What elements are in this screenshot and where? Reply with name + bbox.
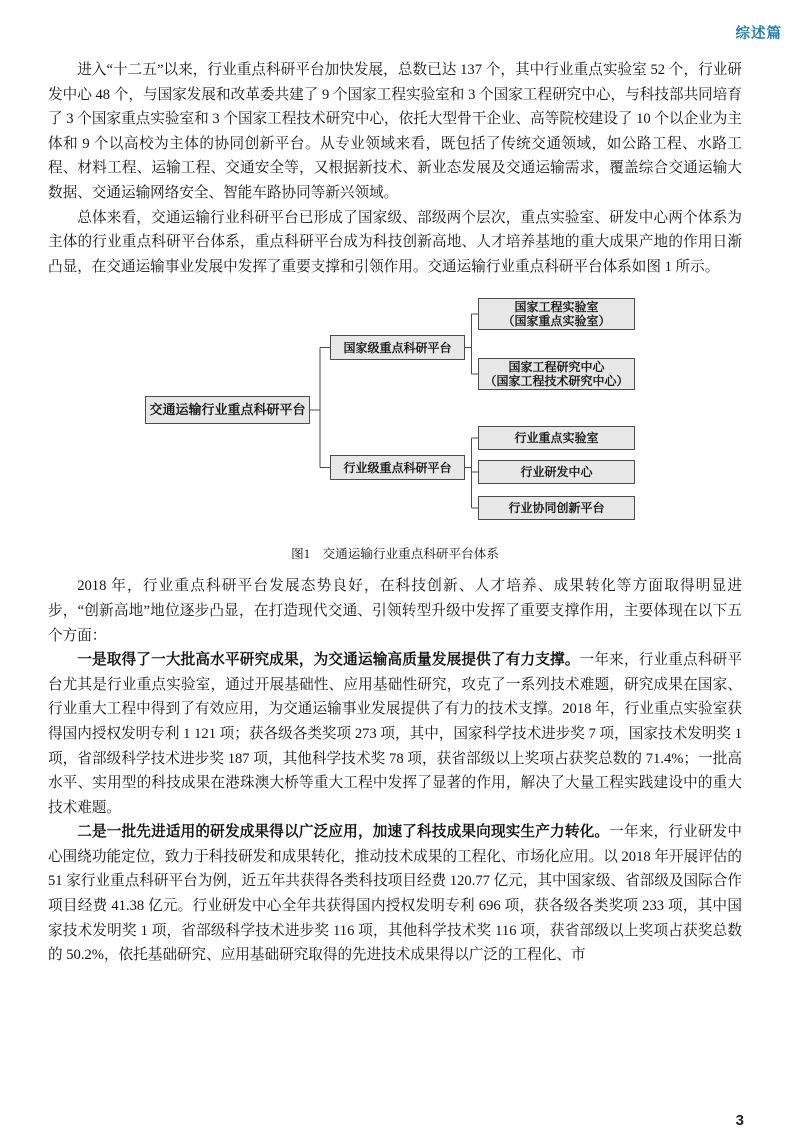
leaf-line1: 行业协同创新平台 xyxy=(508,501,605,516)
leaf-line1: 行业研发中心 xyxy=(520,465,593,480)
paragraph-text: 进入“十二五”以来，行业重点科研平台加快发展，总数已达 137 个，其中行业重点实验室 52 个，行业研发中心 48 个，与国家发展和改革委共建了 9 个国家工程实验室和 3 个国家工程研究中心，与科技部共同培育了 3 个国家重点实验室和 3 个国家工程技术研究中心，依托大型骨干企业、高等院校建设了 10 个以企业为主体和 9 个以高校为主体的协同创新平台。从专业领域来看，既包括了传统交通领域，如公路工程、水路工程、材料工程、运输工程、交通安全等，又根据新技术、新业态发展及交通运输需求，覆盖综合交通运输大数据、交通运输网络安全、智能车路协同等新兴领域。 xyxy=(48,62,742,201)
figure-caption: 图1 交通运输行业重点科研平台体系 xyxy=(291,547,499,562)
diagram-branch-node-industry: 行业级重点科研平台 xyxy=(330,455,465,480)
paragraph-1 xyxy=(48,58,742,206)
paragraph-5 xyxy=(48,820,742,968)
leaf-line1: 国家工程研究中心 xyxy=(508,360,605,375)
leaf-line1: 国家工程实验室 xyxy=(514,300,599,315)
diagram-leaf-node xyxy=(478,426,635,450)
paragraph-3 xyxy=(48,574,742,648)
page-content xyxy=(48,58,742,968)
paragraph-lead: 一是取得了一大批高水平研究成果，为交通运输高质量发展提供了有力支撑。 xyxy=(77,652,580,669)
leaf-line2: （国家重点实验室） xyxy=(502,314,611,329)
paragraph-4 xyxy=(48,648,742,820)
page-number xyxy=(736,1112,744,1129)
diagram-root-node: 交通运输行业重点科研平台 xyxy=(145,396,310,424)
section-title: 综述篇 xyxy=(735,26,782,42)
paragraph-text: 一年来，行业研发中心围绕功能定位，致力于科技研发和成果转化，推动技术成果的工程化、市场化应用。以 2018 年开展评估的 51 家行业重点科研平台为例，近五年共获得各类科技项目经费 120.77 亿元，其中国家级、省部级及国际合作项目经费 41.38 亿元。行业研发中心全年共获得国内授权发明专利 696 项，获各级各类奖项 233 项，其中国家技术发明奖 1 项，省部级科学技术进步奖 116 项，其他科学技术奖 116 项，获省部级以上奖项占获奖总数的 50.2%，依托基础研究、应用基础研究取得的先进技术成果得以广泛的工程化、市 xyxy=(48,824,742,964)
diagram-branch-node-national: 国家级重点科研平台 xyxy=(330,335,465,360)
page-header xyxy=(736,22,783,43)
paragraph-text: 一年来，行业重点科研平台尤其是行业重点实验室，通过开展基础性、应用基础性研究，攻克了一系列技术难题，研究成果在国家、行业重大工程中得到了有效应用，为交通运输事业发展提供了有力的技术支撑。2018 年，行业重点实验室获得国内授权发明专利 1 121 项；获各级各类奖项 273 项，其中，国家科学技术进步奖 7 项，国家技术发明奖 1 项，省部级科学技术进步奖 187 项，其他科学技术奖 78 项，获省部级以上奖项占获奖总数的 71.4%；一批高水平、实用型的科技成果在港珠澳大桥等重大工程中发挥了显著的作用，解决了大量工程实践建设中的重大技术难题。 xyxy=(48,652,742,816)
leaf-line1: 行业重点实验室 xyxy=(514,431,599,446)
paragraph-2 xyxy=(48,206,742,280)
page-number-text: 3 xyxy=(735,1112,744,1129)
org-diagram xyxy=(48,293,742,533)
diagram-leaf-node xyxy=(478,358,635,390)
paragraph-text: 总体来看，交通运输行业科研平台已形成了国家级、部级两个层次，重点实验室、研发中心两个体系为主体的行业重点科研平台体系，重点科研平台成为科技创新高地、人才培养基地的重大成果产地的作用日渐凸显，在交通运输事业发展中发挥了重要支撑和引领作用。交通运输行业重点科研平台体系如图 1 所示。 xyxy=(48,209,742,275)
diagram-leaf-node xyxy=(478,496,635,520)
leaf-line2: （国家工程技术研究中心） xyxy=(484,374,629,389)
figure-1 xyxy=(48,293,742,562)
paragraph-lead: 二是一批先进适用的研发成果得以广泛应用，加速了科技成果向现实生产力转化。 xyxy=(77,824,610,841)
diagram-leaf-node xyxy=(478,460,635,484)
diagram-leaf-node xyxy=(478,298,635,330)
paragraph-text: 2018 年，行业重点科研平台发展态势良好，在科技创新、人才培养、成果转化等方面取得明显进步，“创新高地”地位逐步凸显，在打造现代交通、引领转型升级中发挥了重要支撑作用，主要体现在以下五个方面： xyxy=(48,578,742,644)
